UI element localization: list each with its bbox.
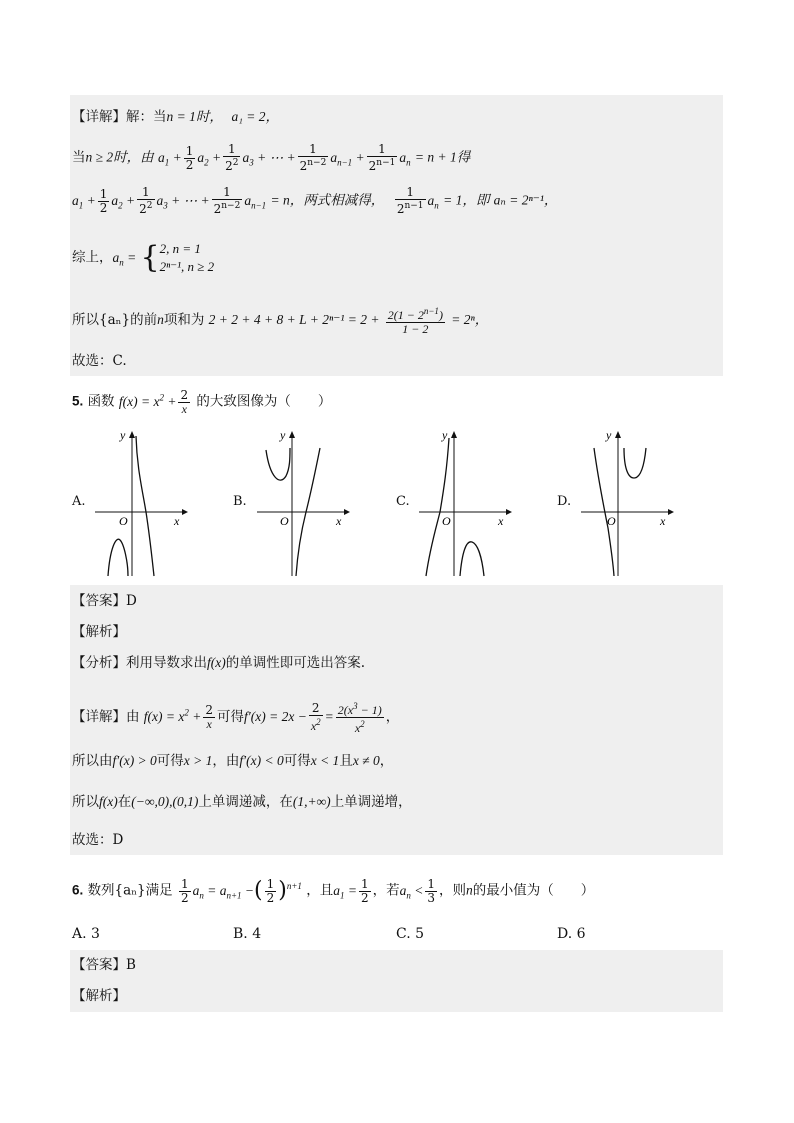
- answer-label: 【答案】: [72, 957, 126, 973]
- origin-label: O: [119, 514, 128, 528]
- q4-line-4: 综上，$a_n$ = { 2, n = 1 2ⁿ⁻¹, n ≥ 2: [72, 240, 215, 275]
- x-axis-label: x: [660, 514, 666, 528]
- option-b-label: B.: [233, 494, 247, 509]
- graph-option-a: [90, 428, 190, 578]
- q5-choose: 故选：D: [72, 832, 124, 848]
- q5-fenxi: 【分析】利用导数求出f(x)的单调性即可选出答案.: [72, 655, 366, 671]
- solution-block-q6: [70, 950, 723, 1012]
- q5-monotonic: 所以由f′(x) > 0可得x > 1，由f′(x) < 0可得x < 1且x ≠ 0，: [72, 753, 394, 769]
- q4-line-5: 所以{aₙ}的前n项和为 2 + 2 + 4 + 8 + L + 2ⁿ⁻¹ = 2 + $\frac{2(1 - 2^{n-1})}{1 - 2}$ = 2ⁿ，: [72, 306, 489, 336]
- x-axis-label: x: [336, 514, 342, 528]
- y-axis-label: y: [280, 428, 286, 442]
- answer-label: 【答案】: [72, 593, 126, 609]
- graph-option-d: [576, 428, 676, 578]
- q6-analysis-label: 【解析】: [72, 988, 126, 1004]
- origin-label: O: [607, 514, 616, 528]
- q6-stem: 6. 数列{aₙ}满足 $\frac{1}{2}$ $a_n = a_{n+1}$ −( $\frac{1}{2}$ )$^{n+1}$ ，且$a_1$ = $\frac{1}{2}$ ，若$a_n$ < $\frac{1}{3}$ ，则n的最小值为（ ）: [72, 876, 595, 905]
- graph-option-c: [414, 428, 514, 578]
- answer-value: B: [126, 957, 136, 973]
- answer-value: D: [126, 593, 137, 609]
- origin-label: O: [442, 514, 451, 528]
- option-c-label: C.: [396, 494, 410, 509]
- origin-label: O: [280, 514, 289, 528]
- q5-analysis-label: 【解析】: [72, 624, 126, 640]
- option-d-label: D.: [557, 494, 572, 509]
- q5-detail: 【详解】由 $f(x) = x^2$ + $\frac{2}{x}$ 可得f′(x) = 2x − $\frac{2}{x^2}$ = $\frac{2(x^3 - 1)}{x^2}$ ，: [72, 701, 400, 735]
- q4-answer: 故选：C.: [72, 353, 127, 369]
- q5-stem: 5. 函数 $f(x) = x^2$ + $\frac{2}{x}$ 的大致图像为（ ）: [72, 387, 332, 416]
- x-axis-label: x: [498, 514, 504, 528]
- y-axis-label: y: [442, 428, 448, 442]
- q6-option-d: D. 6: [557, 926, 586, 942]
- q6-answer: [72, 955, 136, 975]
- x-axis-label: x: [174, 514, 180, 528]
- q6-option-b: B. 4: [233, 926, 262, 942]
- detail-label: 【详解】: [72, 109, 126, 125]
- q4-line-2: 当n ≥ 2时，由 $a_1$ + $\frac{1}{2}$ $a_2$ + $\frac{1}{2^2}$ $a_3$ + ⋯ + $\frac{1}{2^{n-2}}$ $a_{n-1}$ + $\frac{1}{2^{n-1}}$ $a_n = n + 1$得: [72, 142, 471, 173]
- q6-option-a: A. 3: [72, 926, 100, 942]
- q5-answer: [72, 591, 137, 611]
- y-axis-label: y: [606, 428, 612, 442]
- option-a-label: A.: [72, 494, 86, 509]
- y-axis-label: y: [120, 428, 126, 442]
- graph-option-b: [252, 428, 352, 578]
- q4-line-3: $a_1$ + $\frac{1}{2}$ $a_2$ + $\frac{1}{2^2}$ $a_3$ + ⋯ + $\frac{1}{2^{n-2}}$ $a_{n-1} = n$，两式相减得， $\frac{1}{2^{n-1}}$ $a_n = 1$，即 aₙ = 2ⁿ⁻¹，: [72, 185, 558, 216]
- q6-option-c: C. 5: [396, 926, 425, 942]
- q5-intervals: 所以f(x)在(−∞,0),(0,1)上单调递减，在(1,+∞)上单调递增，: [72, 794, 412, 810]
- q4-line-1: 【详解】解：当n = 1时， a₁ = 2，: [72, 109, 280, 125]
